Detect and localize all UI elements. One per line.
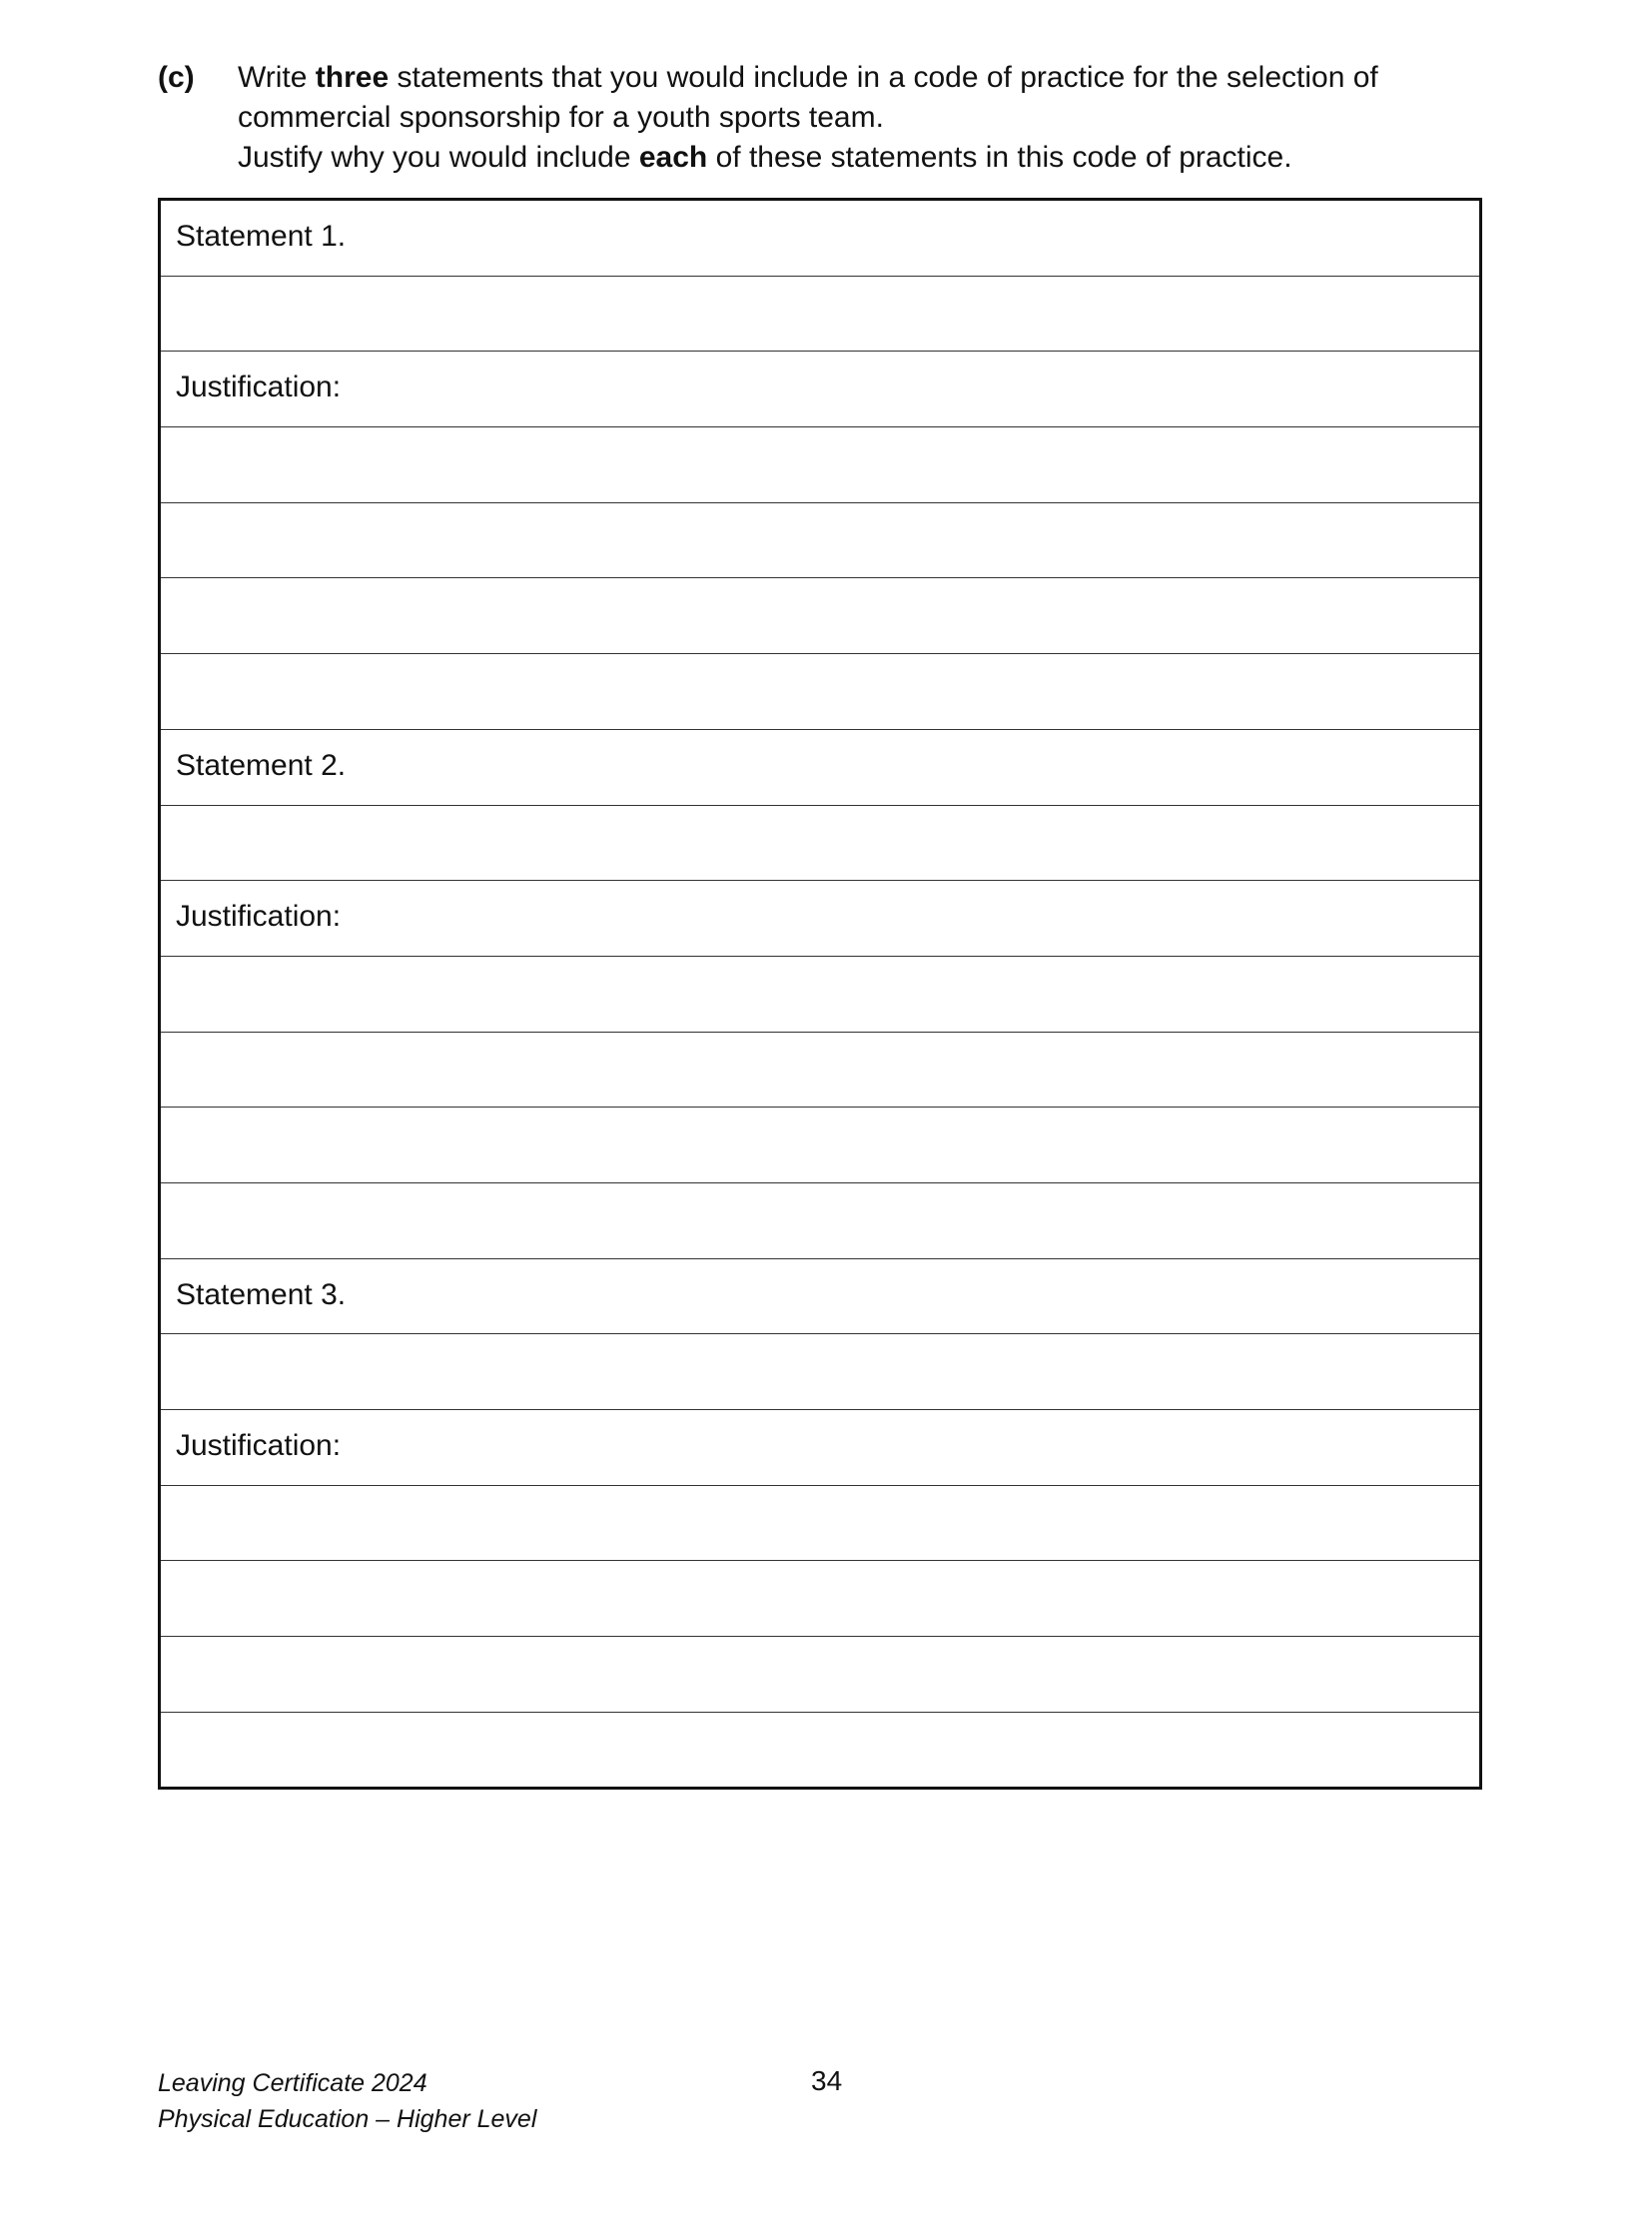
footer-exam-title: [158, 2065, 536, 2137]
answer-row[interactable]: [161, 352, 1479, 427]
justification-3-label: Justification:: [176, 1429, 342, 1462]
answer-row[interactable]: [161, 1108, 1479, 1183]
statement-1-label: Statement 1.: [176, 220, 347, 253]
justification-1-label: Justification:: [176, 371, 342, 404]
footer-line-1: Leaving Certificate 2024: [158, 2069, 427, 2097]
answer-row[interactable]: [161, 806, 1479, 882]
question-line-3: [238, 138, 1486, 178]
answer-row[interactable]: [161, 427, 1479, 503]
answer-row[interactable]: [161, 881, 1479, 957]
answer-row[interactable]: [161, 1334, 1479, 1410]
statement-3-label: Statement 3.: [176, 1277, 347, 1311]
answer-row[interactable]: [161, 1713, 1479, 1789]
answer-row[interactable]: [161, 654, 1479, 730]
answer-row[interactable]: [161, 277, 1479, 353]
answer-row[interactable]: [161, 1410, 1479, 1486]
question-emphasis-each: each: [638, 141, 708, 174]
answer-row[interactable]: [161, 578, 1479, 654]
question-line-3-end: of these statements in this code of practice.: [707, 141, 1292, 174]
question-line-3-start: Justify why you would include: [238, 141, 639, 174]
answer-row[interactable]: [161, 503, 1479, 579]
answer-row[interactable]: [161, 957, 1479, 1033]
answer-row[interactable]: [161, 730, 1479, 806]
question-emphasis-three: three: [315, 61, 390, 94]
justification-2-label: Justification:: [176, 900, 342, 934]
answer-row[interactable]: [161, 1637, 1479, 1713]
page-number: 34: [811, 2065, 843, 2096]
answer-row[interactable]: [161, 1561, 1479, 1637]
question-text: [238, 58, 1486, 178]
question-line-1-start: Write: [238, 61, 316, 94]
statement-2-label: Statement 2.: [176, 748, 347, 782]
question-label: (c): [158, 61, 195, 94]
answer-row[interactable]: [161, 1486, 1479, 1562]
question-line-1-end: statements that you would include in a code of practice for the selection of: [389, 61, 1378, 94]
answer-row[interactable]: [161, 1033, 1479, 1109]
question-line-1: [238, 58, 1486, 98]
answer-row[interactable]: [161, 1259, 1479, 1335]
question-line-2: commercial sponsorship for a youth sports team.: [238, 101, 884, 134]
footer-line-2: Physical Education – Higher Level: [158, 2105, 537, 2133]
answer-row[interactable]: [161, 1183, 1479, 1259]
answer-grid: [158, 198, 1482, 1790]
answer-row[interactable]: [161, 201, 1479, 277]
